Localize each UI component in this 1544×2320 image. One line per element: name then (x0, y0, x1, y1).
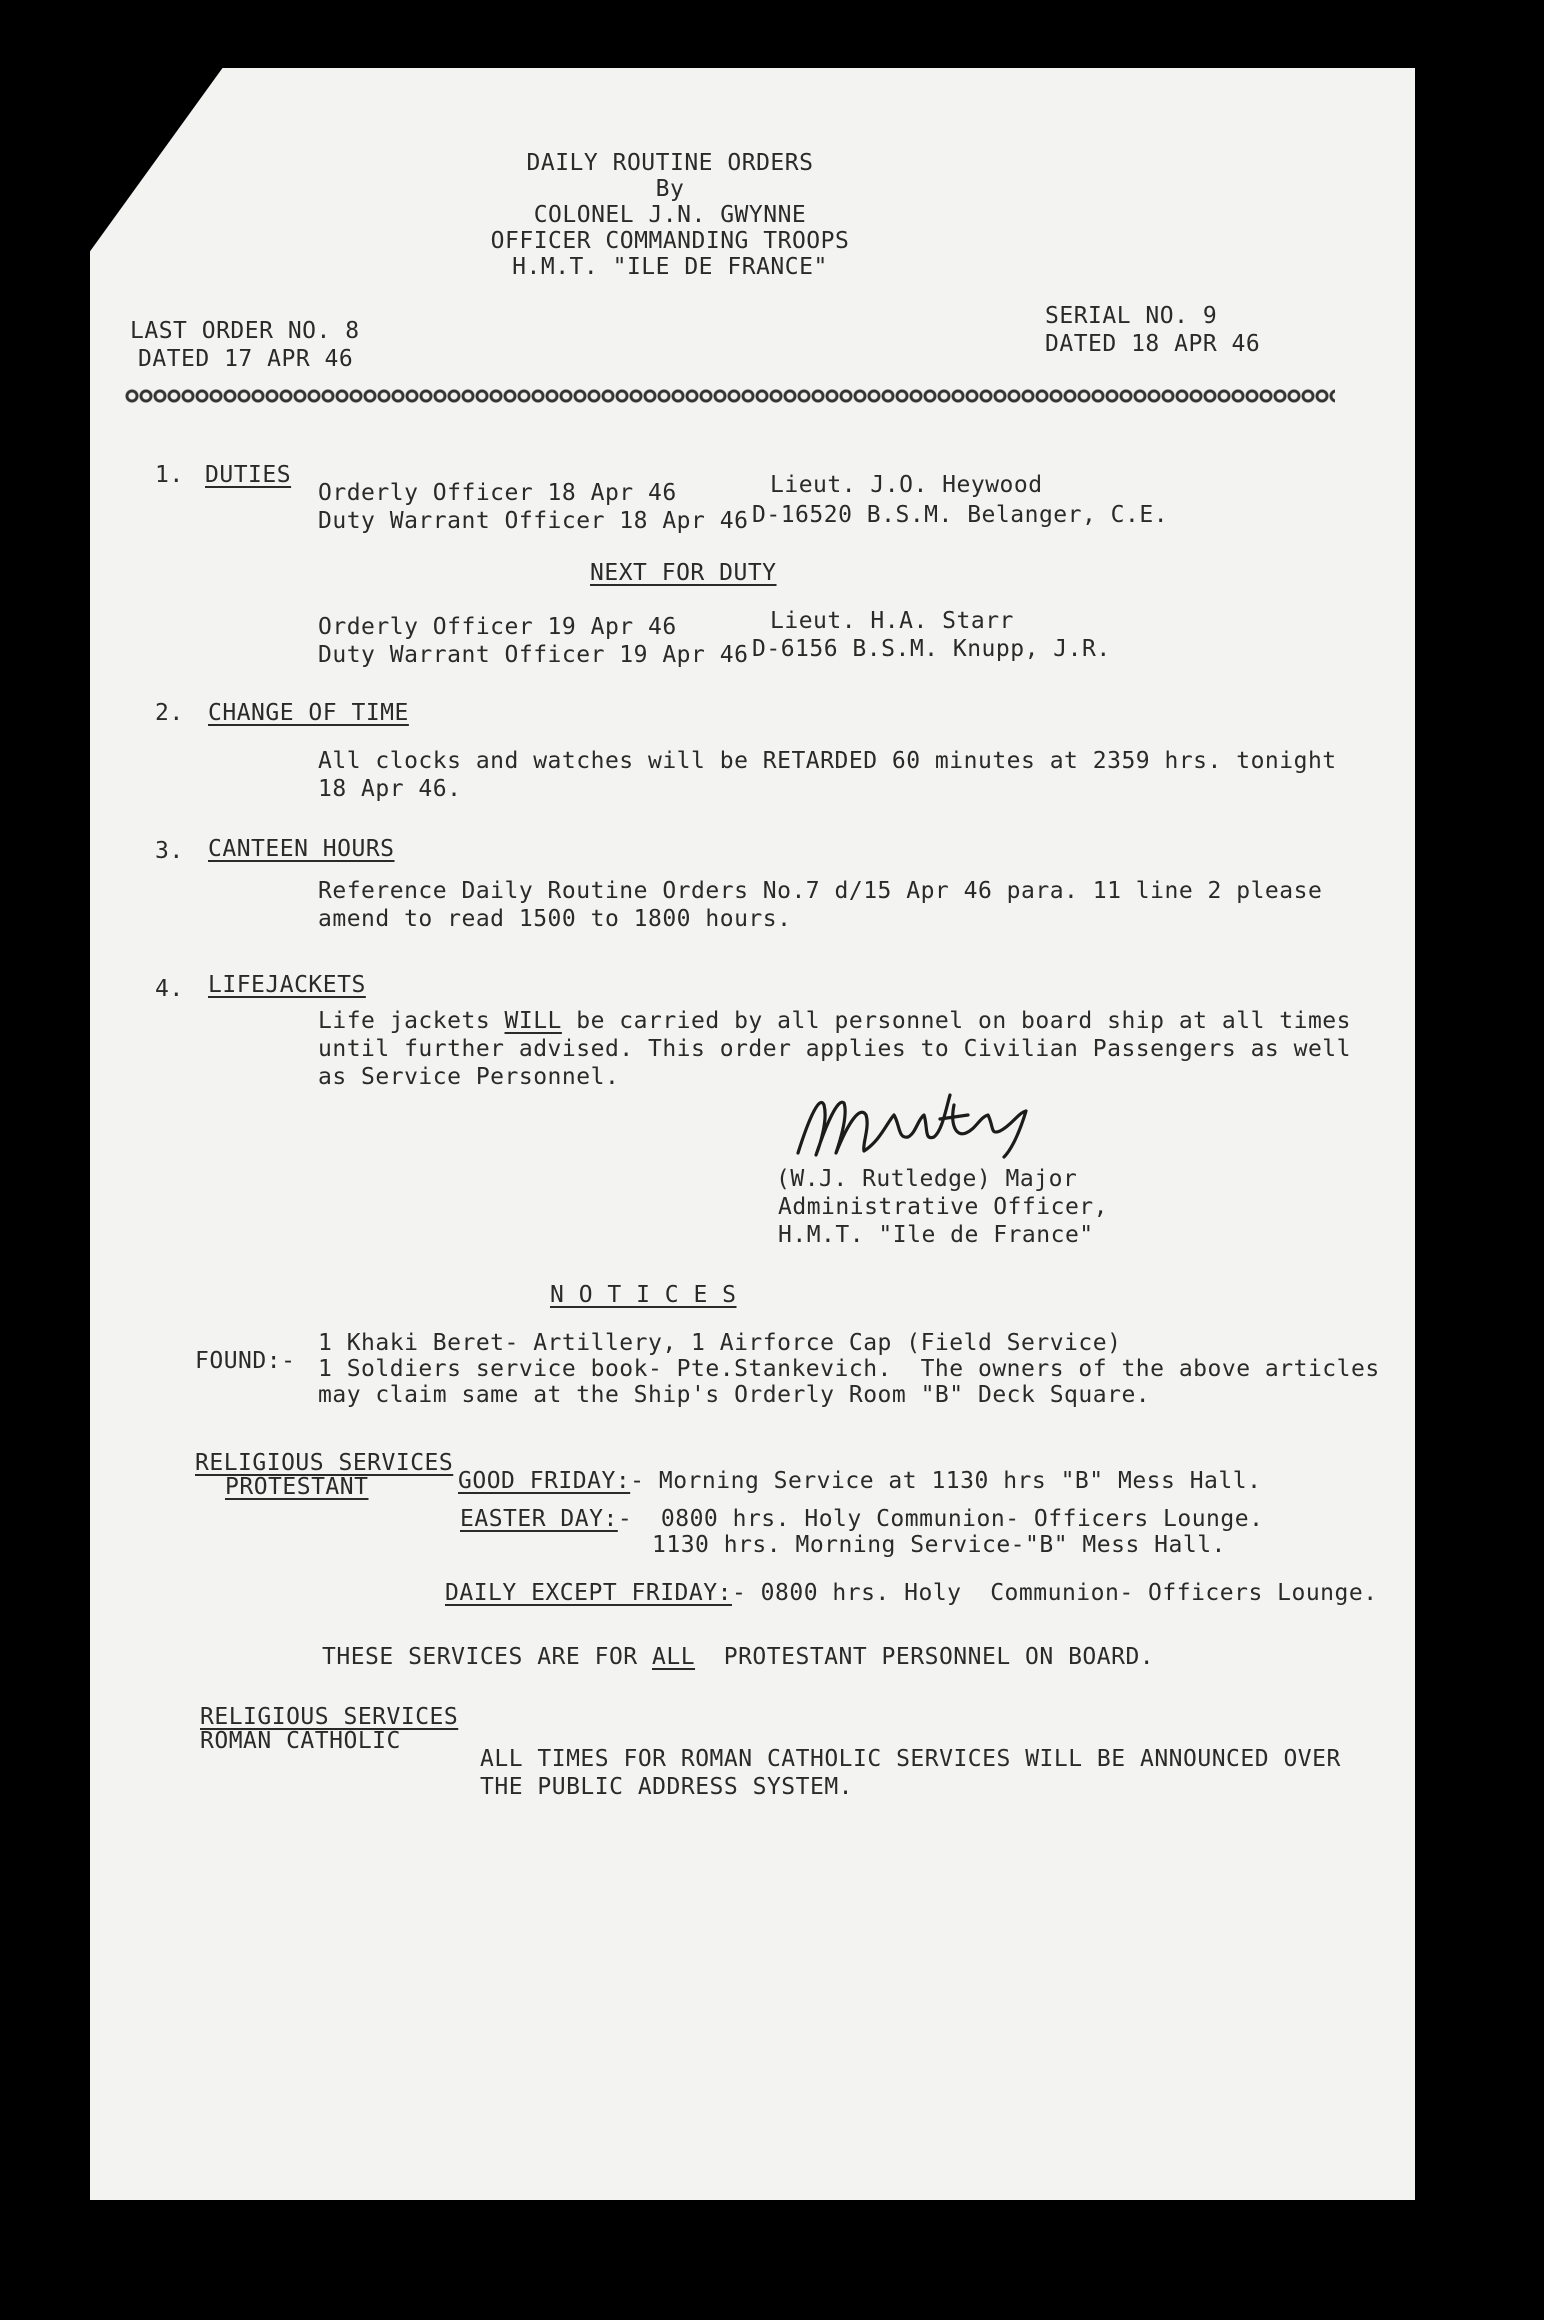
daily-except-friday-line: DAILY EXCEPT FRIDAY:- 0800 hrs. Holy Communion- Officers Lounge. (445, 1580, 1378, 1606)
found-text: may claim same at the Ship's Orderly Room "B" Deck Square. (318, 1382, 1151, 1408)
section-heading-canteen-hours: CANTEEN HOURS (208, 836, 395, 862)
change-of-time-text: All clocks and watches will be RETARDED 60 minutes at 2359 hrs. tonight (318, 748, 1337, 774)
last-order-date: DATED 17 APR 46 (138, 346, 354, 372)
canteen-text: Reference Daily Routine Orders No.7 d/15 Apr 46 para. 11 line 2 please (318, 878, 1323, 904)
next-for-duty-heading: NEXT FOR DUTY (590, 560, 777, 586)
section-number-4: 4. (155, 976, 184, 1002)
duty-person: D-6156 B.S.M. Knupp, J.R. (752, 636, 1111, 662)
protestant-subheading: PROTESTANT (225, 1474, 369, 1500)
section-heading-duties: DUTIES (205, 462, 292, 488)
rc-services-text: THE PUBLIC ADDRESS SYSTEM. (480, 1774, 854, 1800)
rc-services-text: ALL TIMES FOR ROMAN CATHOLIC SERVICES WILL BE ANNOUNCED OVER (480, 1746, 1341, 1772)
religious-services-heading: RELIGIOUS SERVICES (195, 1450, 454, 1476)
canteen-text: amend to read 1500 to 1800 hours. (318, 906, 792, 932)
order-officer: OFFICER COMMANDING TROOPS (490, 228, 850, 254)
easter-day-line: EASTER DAY:- 0800 hrs. Holy Communion- Officers Lounge. (460, 1506, 1264, 1532)
lifejackets-text: Life jackets WILL be carried by all personnel on board ship at all times (318, 1008, 1352, 1034)
duty-role: Duty Warrant Officer 18 Apr 46 (318, 508, 749, 534)
signatory-title: Administrative Officer, (778, 1194, 1108, 1220)
section-heading-lifejackets: LIFEJACKETS (208, 972, 366, 998)
order-colonel: COLONEL J.N. GWYNNE (533, 202, 807, 228)
religious-services-rc-heading: RELIGIOUS SERVICES (200, 1704, 459, 1730)
handwritten-signature (790, 1075, 1050, 1175)
lifejackets-text: as Service Personnel. (318, 1064, 620, 1090)
easter-day-line-2: 1130 hrs. Morning Service-"B" Mess Hall. (652, 1532, 1226, 1558)
order-title: DAILY ROUTINE ORDERS (526, 150, 814, 176)
separator-rule (125, 385, 1335, 407)
change-of-time-text: 18 Apr 46. (318, 776, 462, 802)
signatory-ship: H.M.T. "Ile de France" (778, 1222, 1094, 1248)
section-number-3: 3. (155, 838, 184, 864)
serial-date: DATED 18 APR 46 (1045, 331, 1261, 357)
section-number-2: 2. (155, 700, 184, 726)
serial-number: SERIAL NO. 9 (1045, 303, 1218, 329)
found-text: 1 Khaki Beret- Artillery, 1 Airforce Cap (Field Service) (318, 1330, 1122, 1356)
duty-role: Orderly Officer 18 Apr 46 (318, 480, 677, 506)
order-by: By (655, 176, 685, 202)
found-text: 1 Soldiers service book- Pte.Stankevich. The owners of the above articles (318, 1356, 1380, 1382)
duty-role: Duty Warrant Officer 19 Apr 46 (318, 642, 749, 668)
protestant-services-note: THESE SERVICES ARE FOR ALL PROTESTANT PERSONNEL ON BOARD. (322, 1644, 1155, 1670)
lifejackets-text: until further advised. This order applies to Civilian Passengers as well (318, 1036, 1351, 1062)
section-heading-change-of-time: CHANGE OF TIME (208, 700, 409, 726)
duty-person: Lieut. J.O. Heywood (770, 472, 1043, 498)
duty-person: D-16520 B.S.M. Belanger, C.E. (752, 502, 1169, 528)
order-ship: H.M.T. "ILE DE FRANCE" (512, 254, 828, 280)
signatory-name: (W.J. Rutledge) Major (776, 1166, 1078, 1192)
notices-heading: N O T I C E S (550, 1282, 737, 1308)
duty-person: Lieut. H.A. Starr (770, 608, 1014, 634)
roman-catholic-subheading: ROMAN CATHOLIC (200, 1728, 401, 1754)
duty-role: Orderly Officer 19 Apr 46 (318, 614, 677, 640)
found-label: FOUND:- (195, 1348, 296, 1374)
good-friday-line: GOOD FRIDAY:- Morning Service at 1130 hrs "B" Mess Hall. (458, 1468, 1262, 1494)
section-number-1: 1. (155, 462, 184, 488)
last-order-number: LAST ORDER NO. 8 (130, 318, 360, 344)
